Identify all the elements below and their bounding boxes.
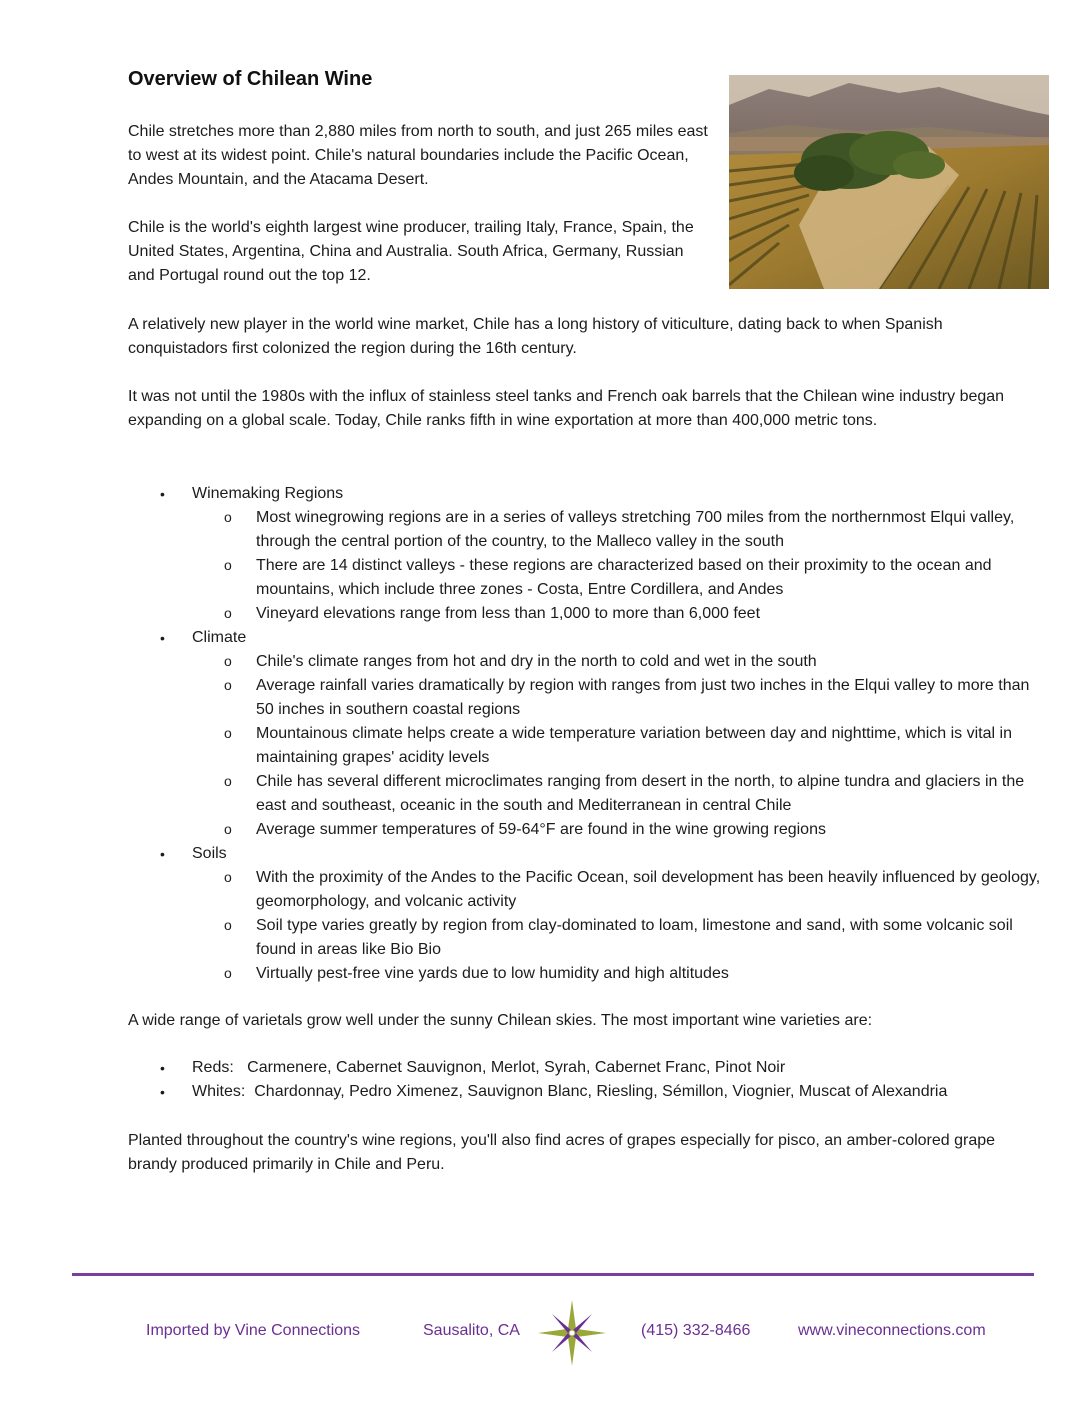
list-item [128, 722, 1048, 770]
list-item-text: Average summer temperatures of 59-64°F are found in the wine growing regions [256, 821, 826, 838]
sub-bullet-marker: o [224, 677, 232, 693]
list-item-text: Most winegrowing regions are in a series of valleys stretching 700 miles from the northernmost Elqui valley, through the central portion of the country, to the Malleco valley in the south [256, 509, 1015, 550]
footer-phone: (415) 332-8466 [641, 1322, 751, 1339]
footer-divider [72, 1273, 1034, 1276]
varietal-whites [128, 1080, 1058, 1104]
list-item [128, 554, 1048, 602]
list-item-text: Virtually pest-free vine yards due to low humidity and high altitudes [256, 965, 729, 982]
list-item-text: With the proximity of the Andes to the Pacific Ocean, soil development has been heavily influenced by geology, geomorphology, and volcanic activity [256, 869, 1041, 910]
sub-bullet-marker: o [224, 917, 232, 933]
list-item [128, 770, 1048, 818]
list-item [128, 818, 1048, 842]
list-item [128, 506, 1048, 554]
sub-bullet-marker: o [224, 605, 232, 621]
list-item-text: Chile has several different microclimates ranging from desert in the north, to alpine tundra and glaciers in the east and southeast, oceanic in the south and Mediterranean in central Chile [256, 773, 1025, 814]
footer-importer: Imported by Vine Connections [146, 1322, 361, 1339]
section-heading: Soils [192, 845, 227, 862]
intro-paragraph-1: Chile stretches more than 2,880 miles from north to south, and just 265 miles east to west at its widest point. Chile's natural boundaries include the Pacific Ocean, Andes Mountain, and the Atacama Desert. [128, 123, 708, 188]
bullet-marker: • [160, 486, 165, 502]
history-paragraph-2: It was not until the 1980s with the influx of stainless steel tanks and French oak barrels that the Chilean wine industry began expanding on a global scale. Today, Chile ranks fifth in wine exportation at more than 400,000 metric tons. [128, 388, 1005, 429]
varietal-text: Reds: Carmenere, Cabernet Sauvignon, Merlot, Syrah, Cabernet Franc, Pinot Noir [192, 1059, 786, 1076]
sub-bullet-marker: o [224, 725, 232, 741]
section-climate [128, 626, 1048, 650]
list-item-text: Soil type varies greatly by region from clay-dominated to loam, limestone and sand, with some volcanic soil found in areas like Bio Bio [256, 917, 1013, 958]
list-item-text: There are 14 distinct valleys - these regions are characterized based on their proximity to the ocean and mountains, which include three zones - Costa, Entre Cordillera, and Andes [256, 557, 992, 598]
varietal-reds [128, 1056, 1058, 1080]
sub-bullet-marker: o [224, 869, 232, 885]
sub-bullet-marker: o [224, 821, 232, 837]
sub-bullet-marker: o [224, 653, 232, 669]
section-winemaking-regions [128, 482, 1048, 506]
list-item [128, 866, 1048, 914]
sub-bullet-marker: o [224, 965, 232, 981]
compass-logo-icon [538, 1300, 606, 1366]
sub-bullet-marker: o [224, 509, 232, 525]
list-item [128, 914, 1048, 962]
sub-bullet-marker: o [224, 773, 232, 789]
bullet-marker: • [160, 846, 165, 862]
footer-website-link[interactable]: www.vineconnections.com [798, 1322, 986, 1339]
list-item-text: Chile's climate ranges from hot and dry in the north to cold and wet in the south [256, 653, 817, 670]
section-heading: Winemaking Regions [192, 485, 344, 502]
list-item [128, 962, 1048, 986]
varietals-list [128, 1056, 1058, 1104]
list-item [128, 602, 1048, 626]
vineyard-photo [729, 75, 1049, 289]
section-heading: Climate [192, 629, 247, 646]
varietal-text: Whites: Chardonnay, Pedro Ximenez, Sauvignon Blanc, Riesling, Sémillon, Viognier, Muscat of Alexandria [192, 1083, 948, 1100]
bullet-marker: • [160, 630, 165, 646]
facts-list [128, 482, 1048, 986]
list-item [128, 674, 1048, 722]
page-title: Overview of Chilean Wine [128, 68, 373, 90]
list-item-text: Mountainous climate helps create a wide temperature variation between day and nighttime, which is vital in maintaining grapes' acidity levels [256, 725, 1012, 766]
varietals-intro: A wide range of varietals grow well under the sunny Chilean skies. The most important wine varieties are: [128, 1012, 873, 1029]
closing-paragraph: Planted throughout the country's wine regions, you'll also find acres of grapes especially for pisco, an amber-colored grape brandy produced primarily in Chile and Peru. [128, 1132, 996, 1173]
bullet-marker: • [160, 1084, 165, 1100]
section-soils [128, 842, 1048, 866]
list-item [128, 650, 1048, 674]
sub-bullet-marker: o [224, 557, 232, 573]
history-paragraph-1: A relatively new player in the world wine market, Chile has a long history of viticulture, dating back to when Spanish conquistadors first colonized the region during the 16th century. [128, 316, 943, 357]
list-item-text: Average rainfall varies dramatically by region with ranges from just two inches in the Elqui valley to more than 50 inches in southern coastal regions [256, 677, 1030, 718]
bullet-marker: • [160, 1060, 165, 1076]
footer-location: Sausalito, CA [423, 1322, 520, 1339]
list-item-text: Vineyard elevations range from less than 1,000 to more than 6,000 feet [256, 605, 761, 622]
intro-paragraph-2: Chile is the world's eighth largest wine producer, trailing Italy, France, Spain, the United States, Argentina, China and Australia. South Africa, Germany, Russian and Portugal round out the top 12. [128, 219, 694, 284]
